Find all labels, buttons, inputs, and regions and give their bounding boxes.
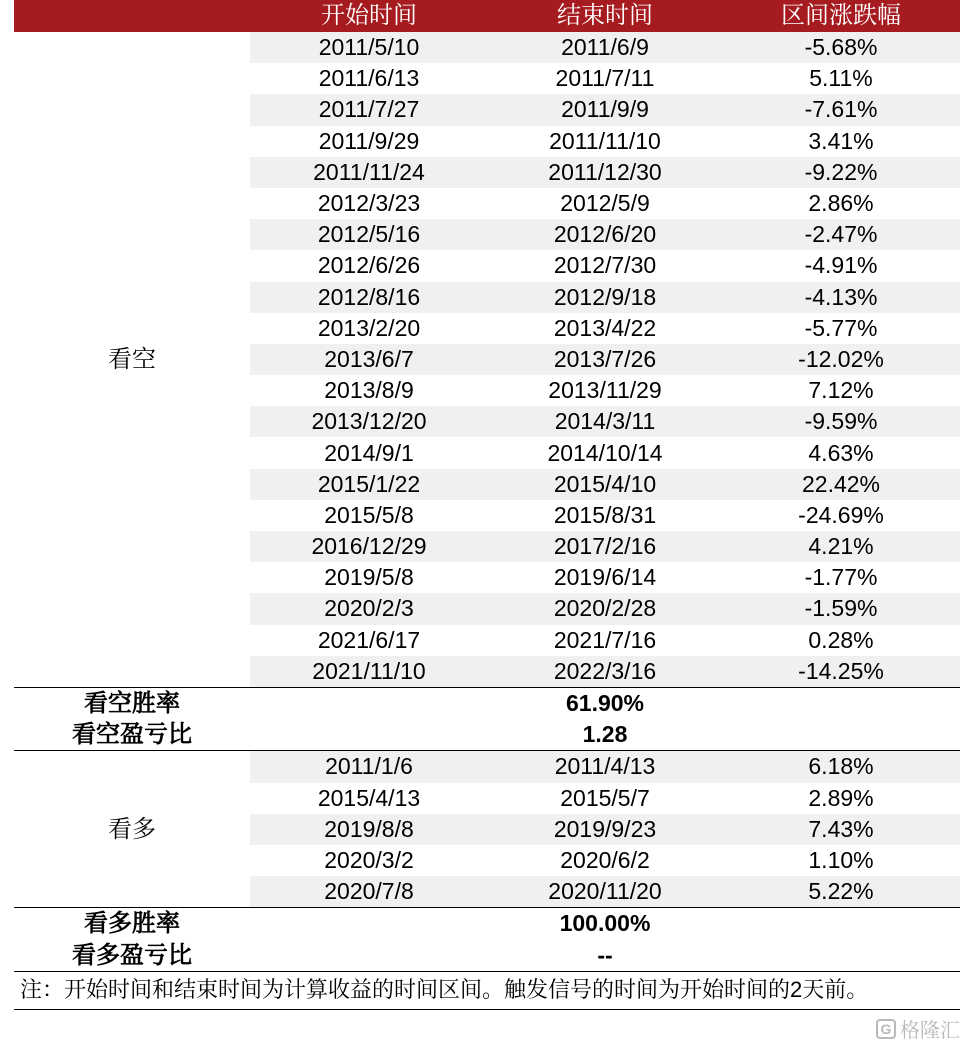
change-cell: 2.89% bbox=[808, 784, 874, 811]
start-cell: 2014/9/1 bbox=[324, 439, 414, 466]
summary-blank-cell bbox=[722, 687, 960, 719]
end-cell: 2013/4/22 bbox=[553, 314, 657, 341]
change-cell: 7.12% bbox=[808, 377, 874, 404]
short-pl-ratio-row bbox=[14, 719, 960, 751]
table-header bbox=[14, 0, 960, 32]
watermark-logo-icon: G bbox=[876, 1019, 896, 1039]
summary-blank-cell bbox=[250, 687, 488, 719]
end-cell: 2012/6/20 bbox=[488, 219, 722, 250]
start-cell: 2012/8/16 bbox=[250, 282, 488, 313]
change-cell: -9.22% bbox=[722, 157, 960, 188]
start-cell: 2011/9/29 bbox=[318, 127, 420, 154]
end-cell: 2019/9/23 bbox=[488, 814, 722, 845]
summary-blank-cell bbox=[722, 908, 960, 940]
start-cell: 2012/3/23 bbox=[317, 190, 421, 217]
start-cell: 2012/6/26 bbox=[317, 252, 421, 279]
end-cell: 2022/3/16 bbox=[488, 656, 722, 688]
short-group-label: 看空 bbox=[14, 32, 250, 687]
start-cell: 2020/7/8 bbox=[250, 876, 488, 908]
end-cell: 2014/3/11 bbox=[488, 406, 722, 437]
footnote bbox=[14, 971, 960, 1010]
start-cell: 2015/4/13 bbox=[317, 784, 421, 811]
start-cell: 2015/5/8 bbox=[324, 501, 414, 528]
header-start-time: 开始时间 bbox=[250, 0, 488, 32]
table-row bbox=[14, 32, 960, 63]
end-cell: 2014/10/14 bbox=[547, 439, 663, 466]
short-win-rate-label: 看空胜率 bbox=[14, 687, 250, 719]
change-cell: 4.63% bbox=[808, 439, 874, 466]
end-cell: 2020/11/20 bbox=[488, 876, 722, 908]
start-cell: 2020/2/3 bbox=[250, 593, 488, 624]
change-cell: 7.43% bbox=[722, 814, 960, 845]
summary-blank-cell bbox=[722, 939, 960, 970]
start-cell: 2020/3/2 bbox=[324, 846, 414, 873]
end-cell: 2015/4/10 bbox=[488, 469, 722, 500]
header-blank-cell bbox=[14, 0, 250, 32]
change-cell: 22.42% bbox=[722, 469, 960, 500]
start-cell: 2019/8/8 bbox=[250, 814, 488, 845]
signal-table bbox=[14, 0, 960, 971]
start-cell: 2021/6/17 bbox=[317, 626, 421, 653]
start-cell: 2013/12/20 bbox=[250, 406, 488, 437]
change-cell: 3.41% bbox=[808, 127, 874, 154]
change-cell: 1.10% bbox=[808, 846, 874, 873]
long-win-rate-label: 看多胜率 bbox=[14, 908, 250, 940]
change-cell: -4.91% bbox=[804, 252, 878, 279]
table-body bbox=[14, 32, 960, 971]
summary-blank-cell bbox=[722, 719, 960, 751]
end-cell: 2020/6/2 bbox=[560, 846, 650, 873]
end-cell: 2011/6/9 bbox=[488, 32, 722, 63]
signal-table-page bbox=[14, 0, 960, 1010]
start-cell: 2011/1/6 bbox=[250, 751, 488, 783]
watermark bbox=[876, 1014, 960, 1043]
change-cell: 6.18% bbox=[722, 751, 960, 783]
end-cell: 2011/12/30 bbox=[488, 157, 722, 188]
header-row bbox=[14, 0, 960, 32]
start-cell: 2013/6/7 bbox=[250, 344, 488, 375]
end-cell: 2013/11/29 bbox=[548, 377, 662, 404]
short-win-rate-row bbox=[14, 687, 960, 719]
change-cell: -14.25% bbox=[722, 656, 960, 688]
header-end-time: 结束时间 bbox=[488, 0, 722, 32]
end-cell: 2011/9/9 bbox=[488, 94, 722, 125]
change-cell: -1.59% bbox=[722, 593, 960, 624]
long-group-label: 看多 bbox=[14, 751, 250, 908]
change-cell: -24.69% bbox=[798, 501, 884, 528]
start-cell: 2021/11/10 bbox=[250, 656, 488, 688]
short-pl-ratio-value: 1.28 bbox=[488, 719, 722, 751]
change-cell: 4.21% bbox=[722, 531, 960, 562]
change-cell: 0.28% bbox=[808, 626, 874, 653]
start-cell: 2019/5/8 bbox=[324, 564, 414, 591]
start-cell: 2011/11/24 bbox=[250, 157, 488, 188]
start-cell: 2011/5/10 bbox=[250, 32, 488, 63]
change-cell: 2.86% bbox=[808, 190, 874, 217]
end-cell: 2019/6/14 bbox=[553, 564, 657, 591]
change-cell: -2.47% bbox=[722, 219, 960, 250]
change-cell: -4.13% bbox=[722, 282, 960, 313]
long-pl-ratio-row bbox=[14, 939, 960, 970]
end-cell: 2015/8/31 bbox=[553, 501, 657, 528]
end-cell: 2021/7/16 bbox=[553, 626, 657, 653]
watermark-text: 格隆汇 bbox=[900, 1020, 960, 1042]
end-cell: 2011/7/11 bbox=[555, 65, 655, 92]
end-cell: 2012/7/30 bbox=[553, 252, 657, 279]
header-period-change: 区间涨跌幅 bbox=[722, 0, 960, 32]
end-cell: 2012/9/18 bbox=[488, 282, 722, 313]
change-cell: -1.77% bbox=[804, 564, 878, 591]
start-cell: 2013/8/9 bbox=[324, 377, 414, 404]
change-cell: -12.02% bbox=[722, 344, 960, 375]
change-cell: -5.77% bbox=[804, 314, 878, 341]
end-cell: 2017/2/16 bbox=[488, 531, 722, 562]
start-cell: 2011/7/27 bbox=[250, 94, 488, 125]
end-cell: 2011/11/10 bbox=[549, 127, 661, 154]
change-cell: 5.22% bbox=[722, 876, 960, 908]
end-cell: 2011/4/13 bbox=[488, 751, 722, 783]
start-cell: 2012/5/16 bbox=[250, 219, 488, 250]
change-cell: 5.11% bbox=[809, 65, 873, 92]
start-cell: 2015/1/22 bbox=[250, 469, 488, 500]
start-cell: 2013/2/20 bbox=[317, 314, 421, 341]
change-cell: -9.59% bbox=[722, 406, 960, 437]
footnote-text: 注：开始时间和结束时间为计算收益的时间区间。触发信号的时间为开始时间的2天前。 bbox=[20, 976, 869, 1002]
long-win-rate-value: 100.00% bbox=[488, 908, 722, 940]
end-cell: 2020/2/28 bbox=[488, 593, 722, 624]
short-pl-ratio-label: 看空盈亏比 bbox=[14, 719, 250, 751]
short-win-rate-value: 61.90% bbox=[488, 687, 722, 719]
start-cell: 2016/12/29 bbox=[250, 531, 488, 562]
start-cell: 2011/6/13 bbox=[318, 65, 420, 92]
table-row bbox=[14, 751, 960, 783]
long-pl-ratio-value: -- bbox=[488, 939, 722, 970]
end-cell: 2012/5/9 bbox=[560, 190, 650, 217]
long-win-rate-row bbox=[14, 908, 960, 940]
summary-blank-cell bbox=[250, 939, 488, 970]
change-cell: -5.68% bbox=[722, 32, 960, 63]
summary-blank-cell bbox=[250, 908, 488, 940]
change-cell: -7.61% bbox=[722, 94, 960, 125]
summary-blank-cell bbox=[250, 719, 488, 751]
end-cell: 2013/7/26 bbox=[488, 344, 722, 375]
end-cell: 2015/5/7 bbox=[560, 784, 650, 811]
long-pl-ratio-label: 看多盈亏比 bbox=[14, 939, 250, 970]
